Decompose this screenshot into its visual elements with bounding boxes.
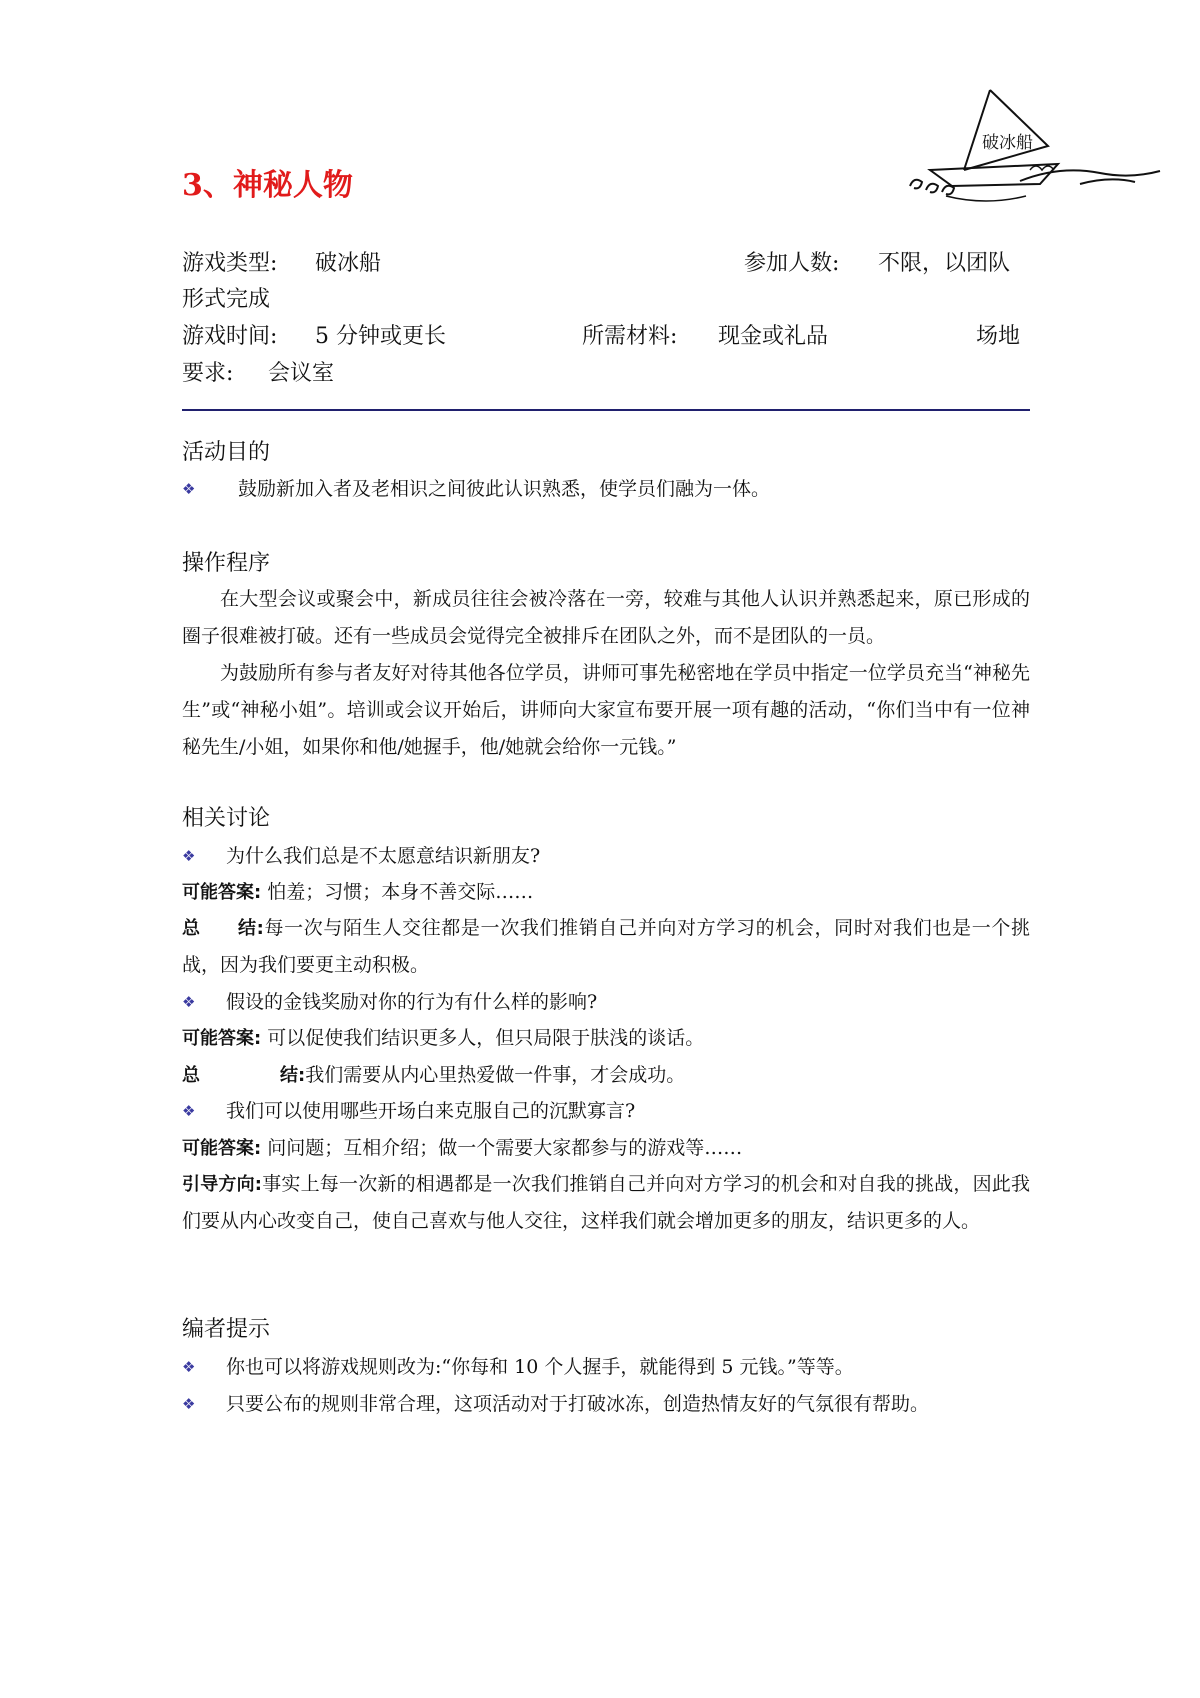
answer-label: 可能答案:	[182, 882, 262, 903]
question-1: 为什么我们总是不太愿意结识新朋友?	[226, 845, 541, 867]
procedure-paragraph: 在大型会议或聚会中，新成员往往会被冷落在一旁，较难与其他人认识并熟悉起来，原已形成的圈子很难被打破。还有一些成员会觉得完全被排斥在团队之外，而不是团队的一员。	[182, 588, 1030, 647]
answer-2: 可以促使我们结识更多人，但只局限于肤浅的谈话。	[267, 1027, 705, 1049]
sailboat-icon	[890, 86, 1170, 211]
answer-1: 怕羞；习惯；本身不善交际……	[267, 881, 534, 903]
diamond-cluster-icon: ❖	[182, 480, 196, 498]
answer-label: 可能答案:	[182, 1028, 262, 1049]
time-value: 5 分钟或更长	[315, 324, 446, 349]
answer-2-row	[182, 1020, 1030, 1057]
summary-2: 我们需要从内心里热爱做一件事，才会成功。	[305, 1064, 686, 1086]
diamond-cluster-icon: ❖	[182, 1395, 196, 1413]
section-divider	[182, 409, 1030, 411]
guidance-text: 事实上每一次新的相遇都是一次我们推销自己并向对方学习的机会和对自我的挑战，因此我们要从内心改变自己，使自己喜欢与他人交往，这样我们就会增加更多的朋友，结识更多的人。	[182, 1173, 1030, 1232]
question-3: 我们可以使用哪些开场白来克服自己的沉默寡言?	[226, 1100, 636, 1122]
answer-1-row	[182, 874, 1030, 911]
guidance-label: 引导方向:	[182, 1174, 262, 1195]
venue-value: 会议室	[268, 361, 335, 386]
summary-label: 总	[182, 1065, 200, 1086]
question-2: 假设的金钱奖励对你的行为有什么样的影响?	[226, 991, 598, 1013]
summary-label-cont: 结:	[280, 1065, 306, 1086]
time-label: 游戏时间:	[182, 324, 278, 349]
tip-item: 你也可以将游戏规则改为:“你每和 10 个人握手，就能得到 5 元钱。”等等。	[226, 1356, 854, 1378]
venue-label: 场地	[976, 324, 1021, 349]
answer-label: 可能答案:	[182, 1138, 262, 1159]
discussion-heading: 相关讨论	[182, 806, 271, 831]
type-label: 游戏类型:	[182, 251, 278, 276]
diamond-cluster-icon: ❖	[182, 847, 196, 865]
game-meta	[182, 246, 1030, 396]
summary-1-text: 每一次与陌生人交往都是一次我们推销自己并向对方学习的机会，同时对我们也是一个挑战，因为我们要更主动积极。	[182, 917, 1030, 976]
answer-3-row	[182, 1130, 1030, 1167]
people-value-cont: 形式完成	[182, 287, 271, 312]
tips-heading: 编者提示	[182, 1317, 271, 1342]
venue-label-cont: 要求:	[182, 361, 234, 386]
answer-3: 问问题；互相介绍；做一个需要大家都参与的游戏等……	[267, 1137, 743, 1159]
diamond-cluster-icon: ❖	[182, 1358, 196, 1376]
purpose-item: 鼓励新加入者及老相识之间彼此认识熟悉，使学员们融为一体。	[238, 478, 771, 500]
diamond-cluster-icon: ❖	[182, 1102, 196, 1120]
summary-2-row	[182, 1057, 1030, 1094]
materials-label: 所需材料:	[582, 324, 678, 349]
summary-label: 总 结:	[182, 918, 264, 939]
people-label: 参加人数:	[744, 251, 840, 276]
type-value: 破冰船	[315, 251, 382, 276]
page-title: 3、神秘人物	[182, 168, 353, 203]
summary-1	[182, 910, 1030, 984]
materials-value: 现金或礼品	[718, 324, 829, 349]
logo-label: 破冰船	[982, 133, 1033, 153]
procedure-heading: 操作程序	[182, 551, 271, 576]
guidance	[182, 1166, 1030, 1240]
diamond-cluster-icon: ❖	[182, 993, 196, 1011]
purpose-heading: 活动目的	[182, 440, 271, 465]
people-value: 不限，以团队	[878, 251, 1011, 276]
tip-item: 只要公布的规则非常合理，这项活动对于打破冰冻，创造热情友好的气氛很有帮助。	[226, 1393, 930, 1415]
procedure-paragraph: 为鼓励所有参与者友好对待其他各位学员，讲师可事先秘密地在学员中指定一位学员充当“神秘先生”或“神秘小姐”。培训或会议开始后，讲师向大家宣布要开展一项有趣的活动，“你们当中有一位神秘先生/小姐，如果你和他/她握手，他/她就会给你一元钱。”	[182, 662, 1030, 758]
